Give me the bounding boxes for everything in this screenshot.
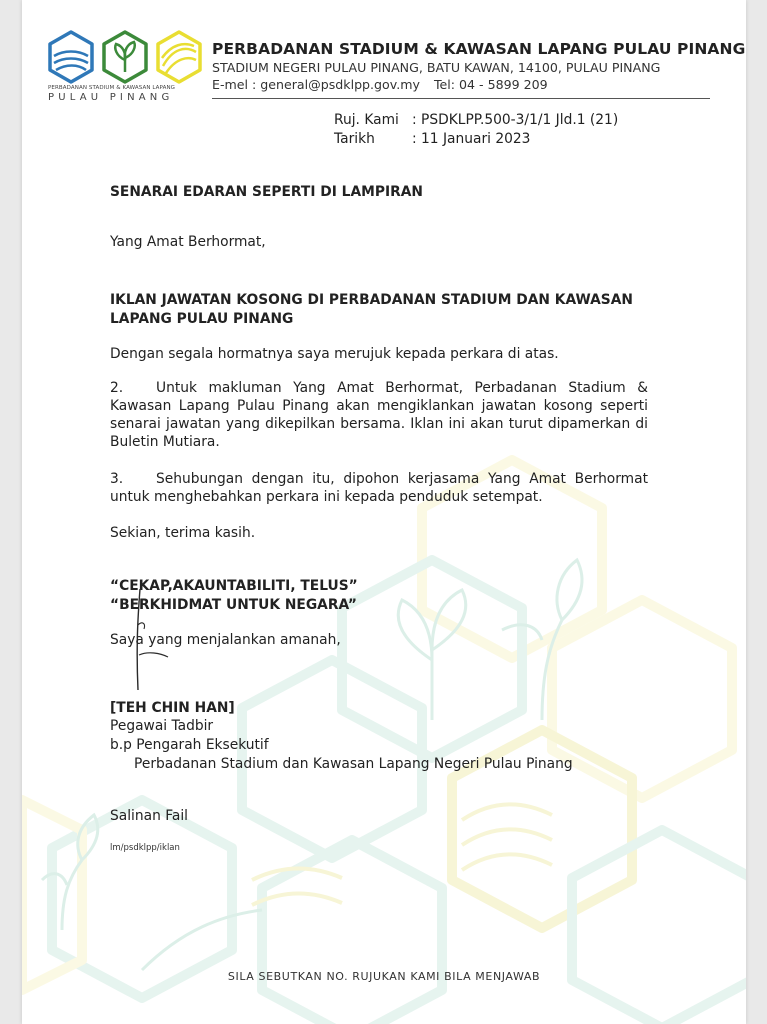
reference-label: Ruj. Kami	[334, 112, 399, 128]
signoff-line: Saya yang menjalankan amanah,	[110, 632, 341, 648]
header-divider	[212, 98, 710, 99]
copy-to: Salinan Fail	[110, 808, 188, 824]
organization-address: STADIUM NEGERI PULAU PINANG, BATU KAWAN, 14100, PULAU PINANG	[212, 60, 661, 75]
organization-email: E-mel : general@psdklpp.gov.my	[212, 77, 420, 92]
subject-line-1: IKLAN JAWATAN KOSONG DI PERBADANAN STADIUM DAN KAWASAN	[110, 292, 633, 308]
motto-line-1: “CEKAP,AKAUNTABILITI, TELUS”	[110, 578, 358, 594]
signatory-name: [TEH CHIN HAN]	[110, 700, 235, 716]
salutation: Yang Amat Berhormat,	[110, 234, 266, 250]
closing-line: Sekian, terima kasih.	[110, 525, 256, 541]
paragraph-2-text: Untuk makluman Yang Amat Berhormat, Perbadanan Stadium & Kawasan Lapang Pulau Pinang akan mengiklankan jawatan kosong seperti senarai jawatan yang dikepilkan bersama. Iklan ini akan turut dipamerkan di Buletin Mutiara.	[110, 380, 648, 450]
footer-note: SILA SEBUTKAN NO. RUJUKAN KAMI BILA MENJAWAB	[227, 970, 541, 983]
signatory-title: Pegawai Tadbir	[110, 718, 214, 734]
paragraph-2-number: 2.	[110, 380, 124, 396]
recipient-line: SENARAI EDARAN SEPERTI DI LAMPIRAN	[110, 184, 423, 200]
paragraph-2	[110, 379, 648, 451]
paragraph-3	[110, 470, 648, 506]
letter-page	[22, 0, 746, 1024]
organization-contact	[212, 77, 562, 92]
logo-caption-top: PERBADANAN STADIUM & KAWASAN LAPANG	[48, 85, 176, 91]
paragraph-3-text: Sehubungan dengan itu, dipohon kerjasama Yang Amat Berhormat untuk menghebahkan perkara ini kepada penduduk setempat.	[110, 471, 648, 505]
handwritten-signature	[118, 585, 198, 695]
motto-line-2: “BERKHIDMAT UNTUK NEGARA”	[110, 597, 357, 613]
paragraph-1: Dengan segala hormatnya saya merujuk kepada perkara di atas.	[110, 346, 559, 362]
subject-line-2: LAPANG PULAU PINANG	[110, 311, 294, 327]
reference-value: : PSDKLPP.500-3/1/1 Jld.1 (21)	[412, 112, 619, 128]
date-value: : 11 Januari 2023	[412, 131, 531, 147]
paragraph-3-number: 3.	[110, 471, 124, 487]
organization-phone: Tel: 04 - 5899 209	[433, 77, 548, 92]
date-row	[334, 131, 530, 147]
date-label: Tarikh	[334, 131, 375, 147]
file-reference: lm/psdklpp/iklan	[110, 843, 180, 853]
signatory-on-behalf: b.p Pengarah Eksekutif	[110, 737, 269, 753]
organization-name: PERBADANAN STADIUM & KAWASAN LAPANG PULAU PINANG	[212, 40, 746, 58]
watermark-hexagon-pattern	[22, 0, 746, 1024]
reference-number-row	[334, 112, 618, 128]
logo-caption-bottom: PULAU PINANG	[48, 92, 174, 103]
signatory-organization: Perbadanan Stadium dan Kawasan Lapang Negeri Pulau Pinang	[134, 756, 573, 772]
